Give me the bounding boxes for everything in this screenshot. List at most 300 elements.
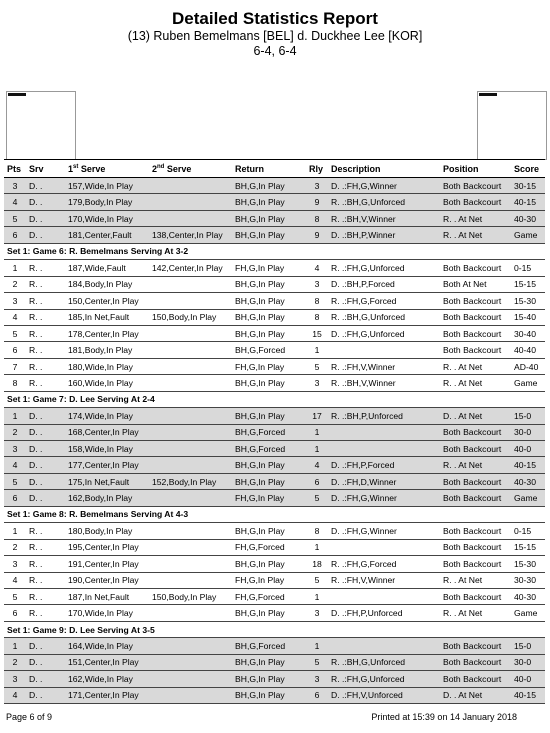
col-header-pts: Pts (4, 160, 26, 178)
cell-return: BH,G,Forced (232, 342, 306, 358)
table-row (4, 408, 545, 424)
cell-description: R. .:FH,V,Winner (328, 358, 440, 374)
cell-return: BH,G,In Play (232, 375, 306, 391)
cell-description: D. .:FH,G,Unforced (328, 325, 440, 341)
cell-description: R. .:BH,V,Winner (328, 210, 440, 226)
cell-first-serve: 187,In Net,Fault (65, 588, 149, 604)
cell-score: 15-0 (511, 408, 545, 424)
cell-description: D. .:FH,V,Unforced (328, 687, 440, 703)
cell-srv: R. . (26, 572, 65, 588)
cell-first-serve: 178,Center,In Play (65, 325, 149, 341)
cell-first-serve: 150,Center,In Play (65, 293, 149, 309)
cell-score: 30-0 (511, 654, 545, 670)
cell-position: Both Backcourt (440, 309, 511, 325)
cell-score: 15-15 (511, 276, 545, 292)
table-row (4, 441, 545, 457)
cell-description: R. .:FH,G,Forced (328, 293, 440, 309)
cell-score: 40-0 (511, 441, 545, 457)
cell-second-serve (149, 441, 232, 457)
cell-rly: 3 (306, 375, 328, 391)
table-row (4, 276, 545, 292)
cell-rly: 18 (306, 556, 328, 572)
cell-srv: D. . (26, 654, 65, 670)
col-header-second-serve: 2nd Serve (149, 160, 232, 178)
section-title: Set 1: Game 9: D. Lee Serving At 3-5 (4, 621, 545, 637)
cell-srv: R. . (26, 293, 65, 309)
cell-score: 40-30 (511, 210, 545, 226)
cell-position: Both Backcourt (440, 325, 511, 341)
table-body (4, 178, 545, 704)
cell-srv: R. . (26, 523, 65, 539)
cell-srv: D. . (26, 227, 65, 243)
section-title: Set 1: Game 8: R. Bemelmans Serving At 4-3 (4, 506, 545, 522)
cell-description (328, 342, 440, 358)
cell-second-serve (149, 605, 232, 621)
cell-first-serve: 190,Center,In Play (65, 572, 149, 588)
table-row (4, 687, 545, 703)
section-title: Set 1: Game 7: D. Lee Serving At 2-4 (4, 391, 545, 407)
cell-srv: D. . (26, 687, 65, 703)
cell-return: BH,G,In Play (232, 325, 306, 341)
cell-second-serve: 142,Center,In Play (149, 260, 232, 276)
cell-second-serve (149, 654, 232, 670)
cell-pts: 2 (4, 276, 26, 292)
cell-srv: D. . (26, 194, 65, 210)
cell-return: BH,G,In Play (232, 194, 306, 210)
cell-return: BH,G,In Play (232, 408, 306, 424)
cell-first-serve: 171,Center,In Play (65, 687, 149, 703)
cell-position: R. . At Net (440, 605, 511, 621)
cell-srv: D. . (26, 490, 65, 506)
cell-rly: 8 (306, 309, 328, 325)
cell-return: BH,G,In Play (232, 227, 306, 243)
cell-srv: D. . (26, 457, 65, 473)
cell-rly: 4 (306, 457, 328, 473)
col-header-return: Return (232, 160, 306, 178)
cell-return: BH,G,Forced (232, 638, 306, 654)
cell-score: 30-30 (511, 572, 545, 588)
cell-first-serve: 162,Body,In Play (65, 490, 149, 506)
cell-rly: 9 (306, 194, 328, 210)
cell-position: D. . At Net (440, 408, 511, 424)
cell-pts: 4 (4, 309, 26, 325)
table-row (4, 358, 545, 374)
cell-first-serve: 181,Center,Fault (65, 227, 149, 243)
cell-position: Both Backcourt (440, 260, 511, 276)
cell-description: R. .:FH,V,Winner (328, 572, 440, 588)
section-header-row (4, 391, 545, 407)
cell-rly: 3 (306, 605, 328, 621)
printed-timestamp: Printed at 15:39 on 14 January 2018 (371, 712, 517, 722)
cell-return: BH,G,In Play (232, 276, 306, 292)
cell-rly: 1 (306, 588, 328, 604)
cell-return: BH,G,Forced (232, 424, 306, 440)
cell-score: 15-40 (511, 309, 545, 325)
cell-return: BH,G,In Play (232, 556, 306, 572)
cell-rly: 8 (306, 293, 328, 309)
cell-position: Both Backcourt (440, 490, 511, 506)
table-row (4, 638, 545, 654)
cell-description: R. .:FH,G,Unforced (328, 260, 440, 276)
cell-description: D. .:FH,D,Winner (328, 473, 440, 489)
cell-description: R. .:BH,V,Winner (328, 375, 440, 391)
cell-second-serve (149, 342, 232, 358)
table-row (4, 473, 545, 489)
table-row (4, 210, 545, 226)
cell-description: R. .:FH,G,Forced (328, 556, 440, 572)
cell-rly: 8 (306, 523, 328, 539)
cell-second-serve (149, 293, 232, 309)
cell-srv: D. . (26, 473, 65, 489)
cell-pts: 5 (4, 588, 26, 604)
cell-score: 30-15 (511, 178, 545, 194)
cell-second-serve (149, 556, 232, 572)
cell-first-serve: 168,Center,In Play (65, 424, 149, 440)
col-header-description: Description (328, 160, 440, 178)
cell-pts: 6 (4, 342, 26, 358)
cell-score: 30-0 (511, 424, 545, 440)
cell-position: Both Backcourt (440, 342, 511, 358)
col-header-position: Position (440, 160, 511, 178)
cell-pts: 1 (4, 408, 26, 424)
table-row (4, 342, 545, 358)
cell-position: R. . At Net (440, 572, 511, 588)
cell-first-serve: 158,Wide,In Play (65, 441, 149, 457)
cell-srv: R. . (26, 375, 65, 391)
cell-rly: 17 (306, 408, 328, 424)
report-title: Detailed Statistics Report (172, 9, 378, 28)
cell-position: Both Backcourt (440, 523, 511, 539)
table-row (4, 605, 545, 621)
cell-return: BH,G,In Play (232, 309, 306, 325)
cell-pts: 4 (4, 194, 26, 210)
cell-first-serve: 170,Wide,In Play (65, 210, 149, 226)
cell-second-serve (149, 687, 232, 703)
cell-srv: D. . (26, 638, 65, 654)
cell-score: 40-15 (511, 194, 545, 210)
cell-first-serve: 162,Wide,In Play (65, 671, 149, 687)
table-row (4, 325, 545, 341)
cell-pts: 4 (4, 687, 26, 703)
cell-description (328, 588, 440, 604)
cell-second-serve (149, 671, 232, 687)
cell-position: R. . At Net (440, 358, 511, 374)
cell-first-serve: 185,In Net,Fault (65, 309, 149, 325)
cell-description (328, 441, 440, 457)
cell-pts: 4 (4, 572, 26, 588)
cell-position: Both Backcourt (440, 671, 511, 687)
report-header (0, 0, 550, 59)
cell-pts: 1 (4, 638, 26, 654)
player-photo-left (6, 91, 76, 160)
table-row (4, 671, 545, 687)
cell-description: R. .:BH,G,Unforced (328, 194, 440, 210)
cell-position: Both Backcourt (440, 424, 511, 440)
cell-rly: 8 (306, 210, 328, 226)
cell-return: BH,G,In Play (232, 671, 306, 687)
cell-description: D. .:BH,P,Forced (328, 276, 440, 292)
cell-second-serve (149, 638, 232, 654)
cell-score: 15-15 (511, 539, 545, 555)
cell-pts: 2 (4, 539, 26, 555)
cell-score: Game (511, 605, 545, 621)
cell-rly: 1 (306, 424, 328, 440)
cell-pts: 6 (4, 490, 26, 506)
cell-position: Both Backcourt (440, 654, 511, 670)
cell-srv: R. . (26, 539, 65, 555)
cell-srv: D. . (26, 424, 65, 440)
cell-second-serve (149, 194, 232, 210)
cell-first-serve: 184,Body,In Play (65, 276, 149, 292)
cell-description: D. .:BH,P,Winner (328, 227, 440, 243)
cell-description: D. .:FH,P,Forced (328, 457, 440, 473)
cell-rly: 15 (306, 325, 328, 341)
cell-position: Both Backcourt (440, 293, 511, 309)
cell-rly: 1 (306, 342, 328, 358)
cell-pts: 1 (4, 523, 26, 539)
cell-rly: 3 (306, 671, 328, 687)
table-row (4, 178, 545, 194)
cell-pts: 3 (4, 556, 26, 572)
table-row (4, 523, 545, 539)
table-row (4, 572, 545, 588)
table-row (4, 424, 545, 440)
cell-pts: 4 (4, 457, 26, 473)
cell-pts: 5 (4, 473, 26, 489)
cell-rly: 3 (306, 276, 328, 292)
col-header-srv: Srv (26, 160, 65, 178)
cell-score: Game (511, 375, 545, 391)
table-row (4, 293, 545, 309)
cell-rly: 1 (306, 441, 328, 457)
cell-first-serve: 174,Wide,In Play (65, 408, 149, 424)
cell-srv: D. . (26, 441, 65, 457)
cell-pts: 1 (4, 260, 26, 276)
cell-rly: 1 (306, 638, 328, 654)
cell-score: 15-30 (511, 293, 545, 309)
cell-first-serve: 170,Wide,In Play (65, 605, 149, 621)
table-row (4, 194, 545, 210)
cell-second-serve (149, 358, 232, 374)
cell-return: BH,G,In Play (232, 687, 306, 703)
cell-pts: 2 (4, 654, 26, 670)
cell-srv: R. . (26, 605, 65, 621)
cell-return: BH,G,In Play (232, 523, 306, 539)
table-row (4, 375, 545, 391)
cell-first-serve: 195,Center,In Play (65, 539, 149, 555)
cell-description: R. .:BH,G,Unforced (328, 309, 440, 325)
cell-return: BH,G,In Play (232, 457, 306, 473)
cell-first-serve: 191,Center,In Play (65, 556, 149, 572)
cell-return: FH,G,In Play (232, 260, 306, 276)
cell-rly: 6 (306, 687, 328, 703)
cell-position: Both Backcourt (440, 539, 511, 555)
cell-return: BH,G,In Play (232, 210, 306, 226)
table-row (4, 556, 545, 572)
cell-return: BH,G,In Play (232, 293, 306, 309)
cell-description: R. .:BH,G,Unforced (328, 654, 440, 670)
cell-rly: 6 (306, 473, 328, 489)
player-photo-right (477, 91, 547, 160)
cell-rly: 5 (306, 358, 328, 374)
cell-srv: R. . (26, 588, 65, 604)
cell-pts: 5 (4, 325, 26, 341)
cell-score: 30-40 (511, 325, 545, 341)
table-row (4, 588, 545, 604)
cell-description (328, 424, 440, 440)
section-header-row (4, 243, 545, 259)
cell-second-serve (149, 490, 232, 506)
cell-srv: R. . (26, 342, 65, 358)
cell-second-serve (149, 325, 232, 341)
cell-pts: 2 (4, 424, 26, 440)
cell-second-serve (149, 178, 232, 194)
cell-return: FH,G,In Play (232, 572, 306, 588)
cell-pts: 3 (4, 293, 26, 309)
cell-score: 40-40 (511, 342, 545, 358)
cell-score: Game (511, 227, 545, 243)
cell-pts: 7 (4, 358, 26, 374)
cell-srv: R. . (26, 556, 65, 572)
cell-pts: 6 (4, 227, 26, 243)
cell-first-serve: 157,Wide,In Play (65, 178, 149, 194)
cell-second-serve (149, 457, 232, 473)
cell-score: 40-30 (511, 473, 545, 489)
cell-srv: D. . (26, 408, 65, 424)
cell-first-serve: 175,In Net,Fault (65, 473, 149, 489)
section-header-row (4, 621, 545, 637)
cell-score: 40-15 (511, 687, 545, 703)
cell-return: BH,G,Forced (232, 441, 306, 457)
cell-rly: 5 (306, 572, 328, 588)
cell-srv: R. . (26, 276, 65, 292)
cell-position: R. . At Net (440, 375, 511, 391)
cell-score: 0-15 (511, 260, 545, 276)
cell-position: R. . At Net (440, 457, 511, 473)
cell-srv: R. . (26, 309, 65, 325)
cell-second-serve (149, 375, 232, 391)
cell-score: 15-30 (511, 556, 545, 572)
cell-first-serve: 177,Center,In Play (65, 457, 149, 473)
cell-second-serve (149, 408, 232, 424)
cell-description: D. .:FH,G,Winner (328, 523, 440, 539)
cell-srv: D. . (26, 178, 65, 194)
cell-score: 15-0 (511, 638, 545, 654)
cell-score: 40-0 (511, 671, 545, 687)
table-row (4, 260, 545, 276)
cell-position: Both Backcourt (440, 441, 511, 457)
table-row (4, 309, 545, 325)
cell-first-serve: 180,Wide,In Play (65, 358, 149, 374)
cell-pts: 3 (4, 441, 26, 457)
cell-rly: 9 (306, 227, 328, 243)
cell-position: Both Backcourt (440, 638, 511, 654)
statistics-table (4, 159, 545, 704)
cell-position: R. . At Net (440, 227, 511, 243)
cell-second-serve (149, 539, 232, 555)
table-row (4, 539, 545, 555)
cell-return: FH,G,Forced (232, 539, 306, 555)
cell-second-serve: 152,Body,In Play (149, 473, 232, 489)
cell-first-serve: 180,Body,In Play (65, 523, 149, 539)
match-score: 6-4, 6-4 (253, 44, 297, 58)
section-title: Set 1: Game 6: R. Bemelmans Serving At 3-2 (4, 243, 545, 259)
cell-pts: 3 (4, 671, 26, 687)
cell-score: 40-30 (511, 588, 545, 604)
table-row (4, 654, 545, 670)
cell-score: 0-15 (511, 523, 545, 539)
cell-rly: 5 (306, 490, 328, 506)
cell-score: 40-15 (511, 457, 545, 473)
cell-second-serve: 150,Body,In Play (149, 309, 232, 325)
cell-srv: D. . (26, 210, 65, 226)
cell-return: FH,G,Forced (232, 588, 306, 604)
cell-description (328, 539, 440, 555)
table-row (4, 490, 545, 506)
cell-score: Game (511, 490, 545, 506)
cell-second-serve (149, 424, 232, 440)
cell-second-serve (149, 523, 232, 539)
cell-return: BH,G,In Play (232, 178, 306, 194)
cell-first-serve: 160,Wide,In Play (65, 375, 149, 391)
cell-pts: 8 (4, 375, 26, 391)
cell-second-serve (149, 276, 232, 292)
cell-second-serve: 138,Center,In Play (149, 227, 232, 243)
cell-pts: 6 (4, 605, 26, 621)
cell-second-serve (149, 572, 232, 588)
cell-pts: 3 (4, 178, 26, 194)
table-row (4, 457, 545, 473)
cell-description: D. .:FH,P,Unforced (328, 605, 440, 621)
cell-return: BH,G,In Play (232, 605, 306, 621)
cell-description (328, 638, 440, 654)
cell-srv: R. . (26, 358, 65, 374)
cell-return: FH,G,In Play (232, 358, 306, 374)
cell-rly: 1 (306, 539, 328, 555)
cell-position: Both Backcourt (440, 588, 511, 604)
cell-rly: 3 (306, 178, 328, 194)
cell-first-serve: 181,Body,In Play (65, 342, 149, 358)
cell-position: Both At Net (440, 276, 511, 292)
table-row (4, 227, 545, 243)
cell-position: Both Backcourt (440, 473, 511, 489)
cell-description: R. .:BH,P,Unforced (328, 408, 440, 424)
cell-second-serve: 150,Body,In Play (149, 588, 232, 604)
cell-rly: 4 (306, 260, 328, 276)
col-header-first-serve: 1st Serve (65, 160, 149, 178)
cell-rly: 5 (306, 654, 328, 670)
cell-description: D. .:FH,G,Winner (328, 490, 440, 506)
cell-description: R. .:FH,G,Unforced (328, 671, 440, 687)
cell-first-serve: 151,Center,In Play (65, 654, 149, 670)
cell-position: Both Backcourt (440, 556, 511, 572)
cell-srv: D. . (26, 671, 65, 687)
cell-return: FH,G,In Play (232, 490, 306, 506)
cell-position: D. . At Net (440, 687, 511, 703)
cell-score: AD-40 (511, 358, 545, 374)
cell-position: R. . At Net (440, 210, 511, 226)
cell-position: Both Backcourt (440, 194, 511, 210)
cell-srv: R. . (26, 260, 65, 276)
cell-return: BH,G,In Play (232, 473, 306, 489)
cell-second-serve (149, 210, 232, 226)
section-header-row (4, 506, 545, 522)
col-header-rly: Rly (306, 160, 328, 178)
cell-first-serve: 179,Body,In Play (65, 194, 149, 210)
table-header-row (4, 160, 545, 178)
match-players: (13) Ruben Bemelmans [BEL] d. Duckhee Lee [KOR] (127, 29, 423, 43)
cell-position: Both Backcourt (440, 178, 511, 194)
